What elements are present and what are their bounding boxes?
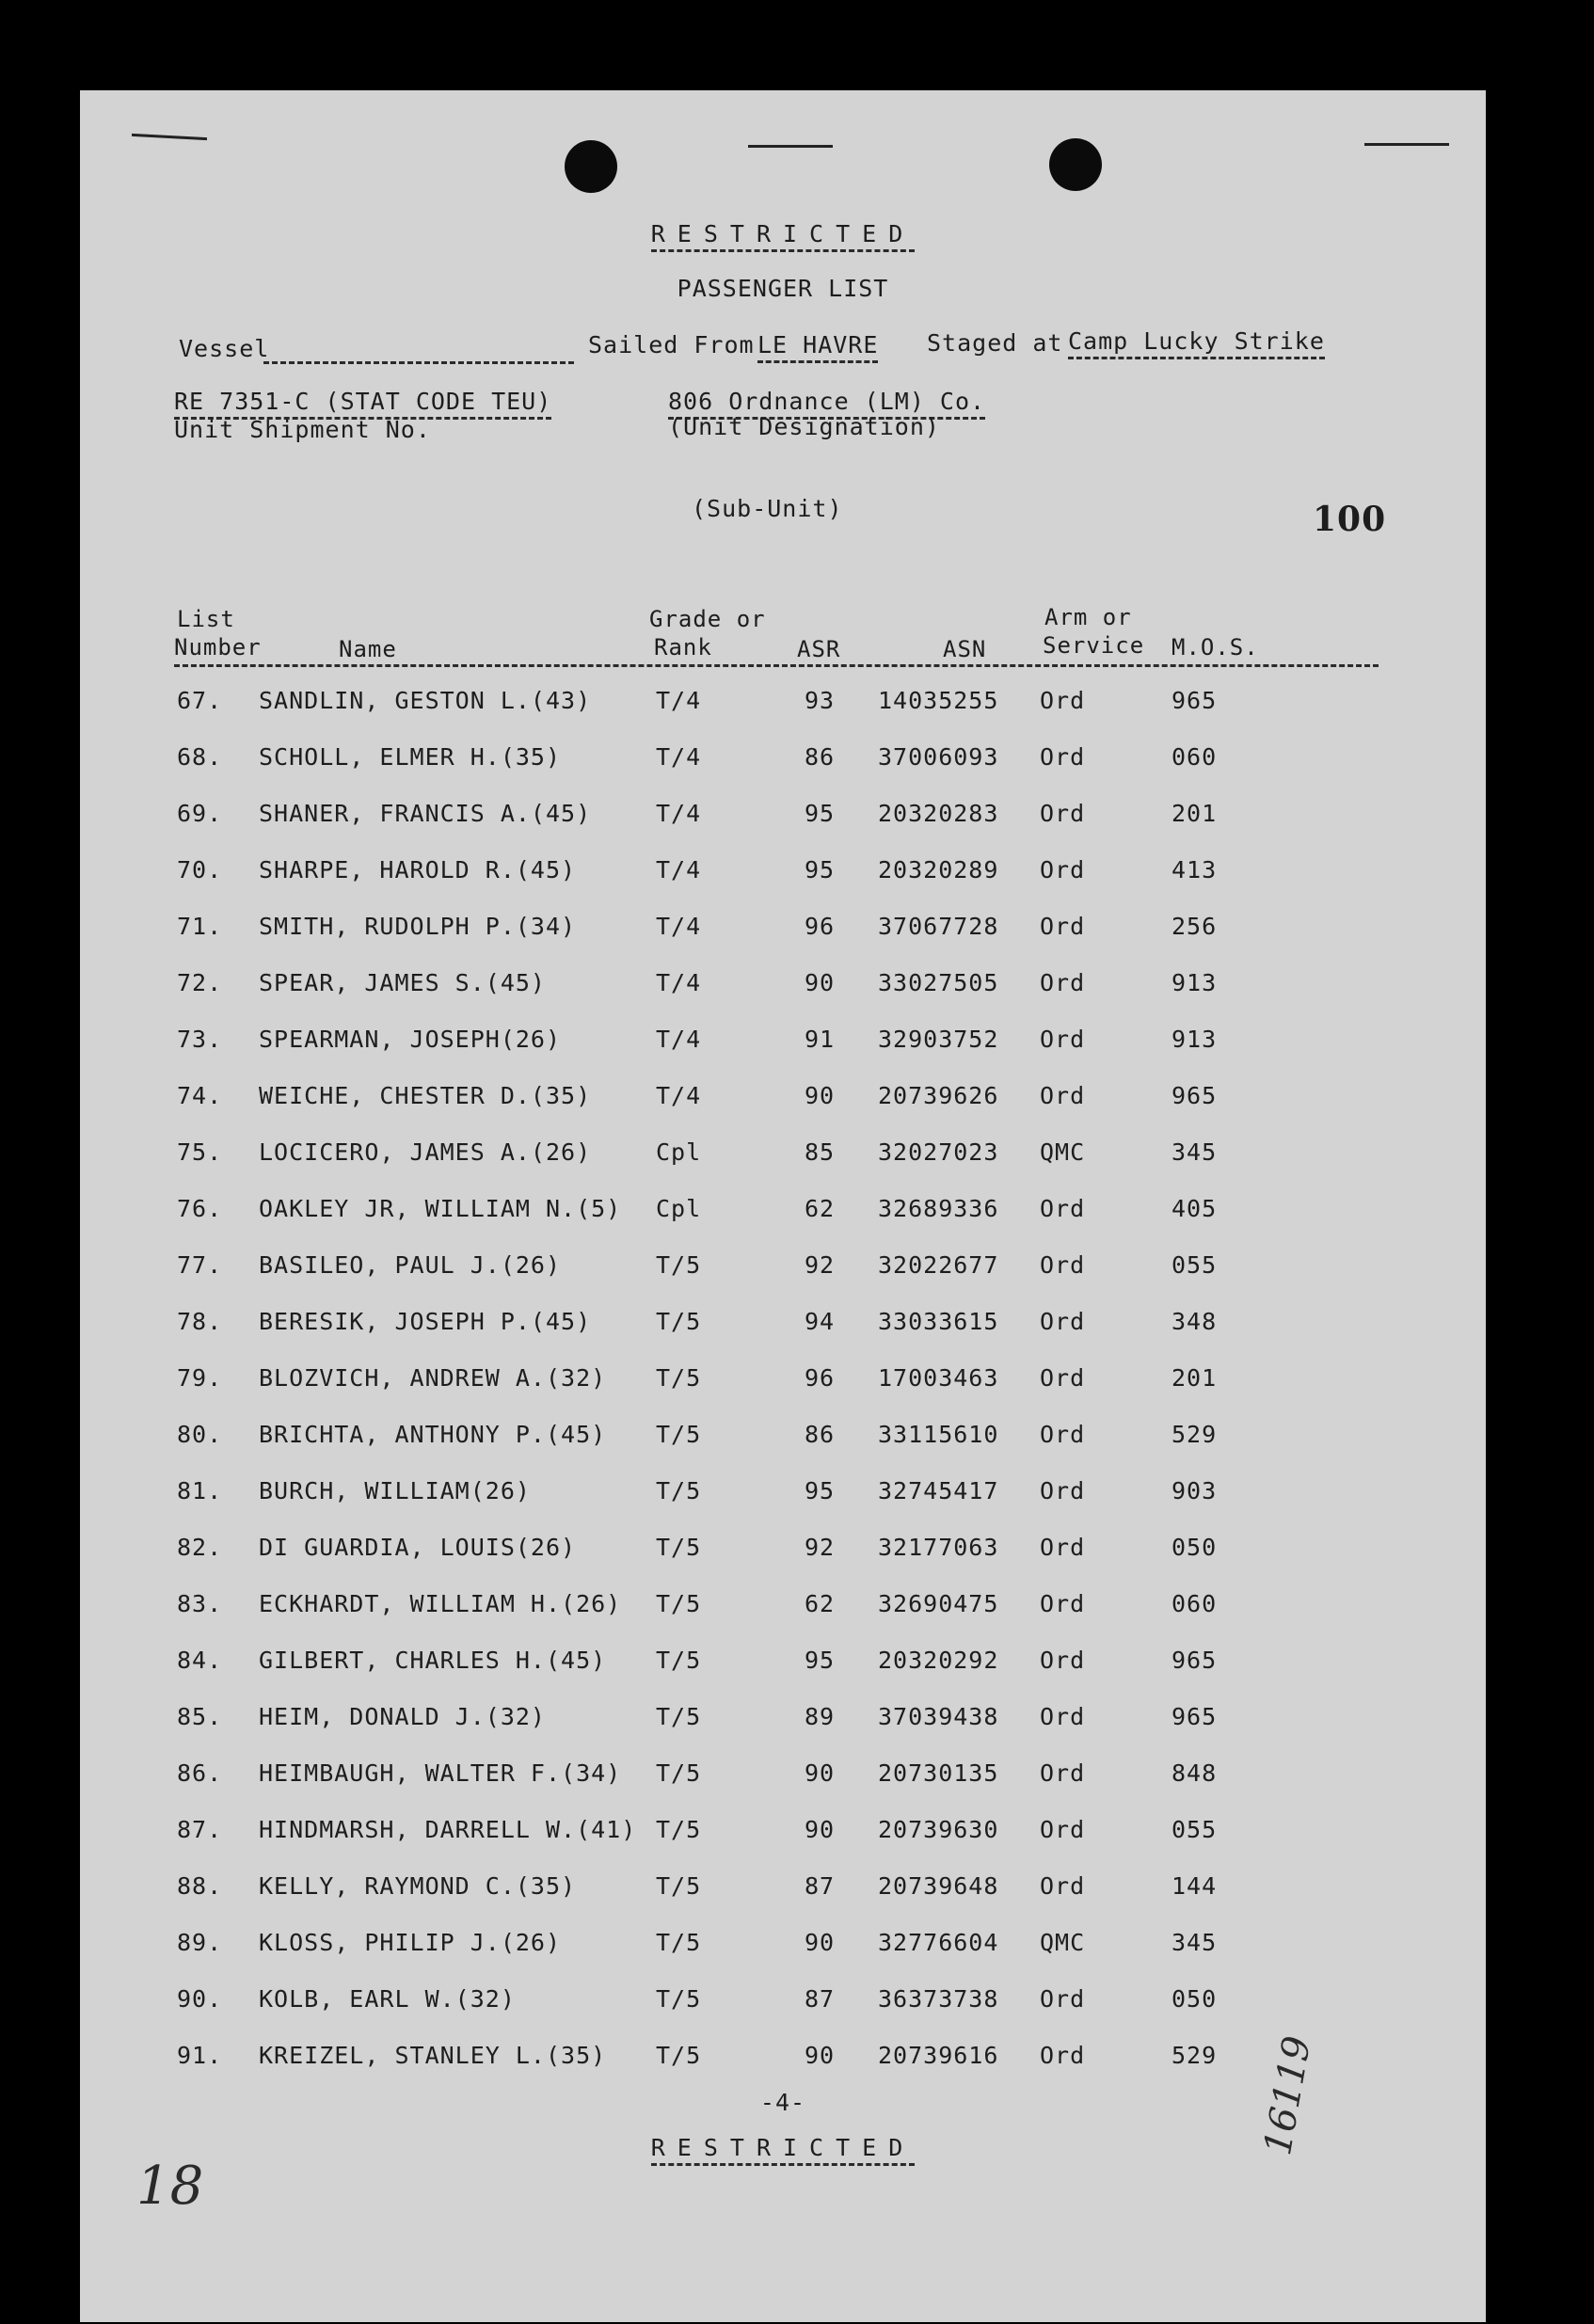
row-service: Ord [1040, 1082, 1086, 1109]
row-mos: 055 [1172, 1251, 1218, 1279]
row-name: SMITH, RUDOLPH P.(34) [259, 913, 577, 940]
col-grade-2: Rank [654, 634, 712, 661]
table-row [80, 1364, 1486, 1402]
list-title: PASSENGER LIST [677, 275, 889, 302]
row-asn: 32027023 [878, 1138, 999, 1166]
punch-hole [1049, 138, 1102, 191]
row-rank: Cpl [656, 1138, 702, 1166]
row-asn: 20730135 [878, 1759, 999, 1787]
row-name: BLOZVICH, ANDREW A.(32) [259, 1364, 607, 1392]
row-service: Ord [1040, 913, 1086, 940]
row-asr: 90 [805, 1759, 836, 1787]
row-rank: T/5 [656, 1534, 702, 1561]
row-rank: T/5 [656, 1364, 702, 1392]
col-name: Name [339, 636, 397, 662]
row-service: Ord [1040, 1985, 1086, 2013]
row-asr: 95 [805, 1647, 836, 1674]
row-name: LOCICERO, JAMES A.(26) [259, 1138, 592, 1166]
row-mos: 529 [1172, 2042, 1218, 2069]
row-asn: 32022677 [878, 1251, 999, 1279]
row-service: Ord [1040, 800, 1086, 827]
table-row [80, 969, 1486, 1007]
row-asr: 96 [805, 1364, 836, 1392]
row-asr: 90 [805, 969, 836, 996]
row-rank: T/4 [656, 856, 702, 883]
row-asn: 20739648 [878, 1872, 999, 1900]
row-asr: 62 [805, 1590, 836, 1617]
table-row [80, 1421, 1486, 1458]
row-rank: T/4 [656, 913, 702, 940]
margin-mark [132, 134, 207, 140]
col-asn: ASN [943, 636, 987, 662]
table-row [80, 743, 1486, 781]
margin-mark [748, 145, 833, 148]
row-rank: T/4 [656, 1026, 702, 1053]
table-row [80, 1534, 1486, 1571]
row-name: OAKLEY JR, WILLIAM N.(5) [259, 1195, 622, 1222]
row-number: 85. [177, 1703, 223, 1730]
vessel-label: Vessel [179, 335, 270, 362]
row-rank: T/5 [656, 2042, 702, 2069]
row-service: Ord [1040, 1534, 1086, 1561]
row-number: 70. [177, 856, 223, 883]
unit-value: 806 Ordnance (LM) Co. [668, 388, 985, 420]
row-asr: 87 [805, 1872, 836, 1900]
row-asn: 17003463 [878, 1364, 999, 1392]
row-number: 91. [177, 2042, 223, 2069]
row-mos: 144 [1172, 1872, 1218, 1900]
row-name: BERESIK, JOSEPH P.(45) [259, 1308, 592, 1335]
punch-hole [565, 140, 617, 193]
row-mos: 201 [1172, 800, 1218, 827]
row-name: GILBERT, CHARLES H.(45) [259, 1647, 607, 1674]
row-number: 78. [177, 1308, 223, 1335]
row-rank: T/5 [656, 1308, 702, 1335]
row-number: 84. [177, 1647, 223, 1674]
row-service: Ord [1040, 1308, 1086, 1335]
header-underline [174, 664, 1379, 667]
row-number: 90. [177, 1985, 223, 2013]
row-rank: T/5 [656, 1251, 702, 1279]
row-name: SCHOLL, ELMER H.(35) [259, 743, 562, 771]
row-asr: 86 [805, 1421, 836, 1448]
row-mos: 345 [1172, 1929, 1218, 1956]
row-service: QMC [1040, 1929, 1086, 1956]
row-service: Ord [1040, 969, 1086, 996]
row-name: BASILEO, PAUL J.(26) [259, 1251, 562, 1279]
row-number: 72. [177, 969, 223, 996]
row-name: ECKHARDT, WILLIAM H.(26) [259, 1590, 622, 1617]
row-number: 86. [177, 1759, 223, 1787]
row-name: SPEAR, JAMES S.(45) [259, 969, 546, 996]
row-rank: T/5 [656, 1590, 702, 1617]
row-name: SHARPE, HAROLD R.(45) [259, 856, 577, 883]
row-asn: 20320289 [878, 856, 999, 883]
row-service: Ord [1040, 687, 1086, 714]
row-asn: 20320292 [878, 1647, 999, 1674]
row-number: 89. [177, 1929, 223, 1956]
row-name: DI GUARDIA, LOUIS(26) [259, 1534, 577, 1561]
col-grade-1: Grade or [649, 606, 766, 632]
row-mos: 348 [1172, 1308, 1218, 1335]
row-asr: 87 [805, 1985, 836, 2013]
row-number: 88. [177, 1872, 223, 1900]
row-number: 80. [177, 1421, 223, 1448]
row-asr: 89 [805, 1703, 836, 1730]
row-name: HEIM, DONALD J.(32) [259, 1703, 546, 1730]
row-number: 87. [177, 1816, 223, 1843]
restricted-bottom: RESTRICTED [651, 2134, 916, 2166]
row-asr: 95 [805, 856, 836, 883]
row-name: BRICHTA, ANTHONY P.(45) [259, 1421, 607, 1448]
row-name: SANDLIN, GESTON L.(43) [259, 687, 592, 714]
row-asn: 20739616 [878, 2042, 999, 2069]
row-mos: 848 [1172, 1759, 1218, 1787]
row-asn: 36373738 [878, 1985, 999, 2013]
row-service: Ord [1040, 743, 1086, 771]
row-mos: 965 [1172, 1703, 1218, 1730]
row-name: WEICHE, CHESTER D.(35) [259, 1082, 592, 1109]
row-mos: 413 [1172, 856, 1218, 883]
row-asn: 20739630 [878, 1816, 999, 1843]
row-service: Ord [1040, 1195, 1086, 1222]
row-rank: T/4 [656, 800, 702, 827]
row-service: Ord [1040, 1759, 1086, 1787]
table-row [80, 1590, 1486, 1628]
row-asn: 33027505 [878, 969, 999, 996]
row-rank: Cpl [656, 1195, 702, 1222]
row-asn: 32776604 [878, 1929, 999, 1956]
row-number: 73. [177, 1026, 223, 1053]
col-arm-2: Service [1043, 632, 1145, 659]
row-asn: 14035255 [878, 687, 999, 714]
row-service: Ord [1040, 1872, 1086, 1900]
row-mos: 913 [1172, 1026, 1218, 1053]
row-mos: 050 [1172, 1985, 1218, 2013]
row-service: Ord [1040, 1816, 1086, 1843]
subunit-label: (Sub-Unit) [692, 495, 843, 522]
row-asr: 94 [805, 1308, 836, 1335]
table-row [80, 1082, 1486, 1120]
row-rank: T/5 [656, 1647, 702, 1674]
row-asn: 32903752 [878, 1026, 999, 1053]
shipment-label: Unit Shipment No. [174, 416, 431, 443]
row-mos: 060 [1172, 743, 1218, 771]
page-number: -4- [759, 2089, 806, 2116]
row-rank: T/5 [656, 1929, 702, 1956]
row-service: Ord [1040, 1251, 1086, 1279]
row-asr: 85 [805, 1138, 836, 1166]
shipment-value: RE 7351-C (STAT CODE TEU) [174, 388, 551, 420]
row-mos: 405 [1172, 1195, 1218, 1222]
row-mos: 345 [1172, 1138, 1218, 1166]
row-asr: 90 [805, 1929, 836, 1956]
table-row [80, 1026, 1486, 1063]
row-number: 79. [177, 1364, 223, 1392]
col-mos: M.O.S. [1172, 634, 1259, 661]
table-row [80, 687, 1486, 724]
margin-mark [1364, 143, 1449, 146]
row-asr: 90 [805, 1082, 836, 1109]
row-service: Ord [1040, 2042, 1086, 2069]
row-number: 75. [177, 1138, 223, 1166]
row-number: 83. [177, 1590, 223, 1617]
unit-label: (Unit Designation) [668, 413, 940, 440]
row-mos: 913 [1172, 969, 1218, 996]
row-rank: T/5 [656, 1477, 702, 1504]
row-asr: 86 [805, 743, 836, 771]
page-mark: 100 [1313, 500, 1387, 539]
restricted-top: RESTRICTED [651, 220, 916, 252]
row-name: KREIZEL, STANLEY L.(35) [259, 2042, 607, 2069]
row-asr: 91 [805, 1026, 836, 1053]
row-asn: 20320283 [878, 800, 999, 827]
table-row [80, 1477, 1486, 1515]
row-service: Ord [1040, 856, 1086, 883]
sailed-from-label: Sailed From [588, 331, 755, 358]
row-name: SPEARMAN, JOSEPH(26) [259, 1026, 562, 1053]
row-mos: 529 [1172, 1421, 1218, 1448]
row-mos: 060 [1172, 1590, 1218, 1617]
row-rank: T/5 [656, 1421, 702, 1448]
row-service: Ord [1040, 1703, 1086, 1730]
row-number: 77. [177, 1251, 223, 1279]
table-row [80, 1929, 1486, 1966]
table-row [80, 856, 1486, 894]
table-row [80, 1703, 1486, 1741]
staged-at-value: Camp Lucky Strike [1068, 327, 1325, 359]
table-row [80, 1308, 1486, 1345]
row-service: Ord [1040, 1026, 1086, 1053]
row-name: HEIMBAUGH, WALTER F.(34) [259, 1759, 622, 1787]
row-name: BURCH, WILLIAM(26) [259, 1477, 531, 1504]
row-rank: T/5 [656, 1703, 702, 1730]
row-rank: T/4 [656, 969, 702, 996]
row-name: KOLB, EARL W.(32) [259, 1985, 516, 2013]
row-number: 68. [177, 743, 223, 771]
table-row [80, 1251, 1486, 1289]
row-asn: 32689336 [878, 1195, 999, 1222]
vessel-value [263, 335, 574, 364]
row-asr: 62 [805, 1195, 836, 1222]
row-mos: 055 [1172, 1816, 1218, 1843]
table-row [80, 1138, 1486, 1176]
row-number: 76. [177, 1195, 223, 1222]
row-asn: 33033615 [878, 1308, 999, 1335]
row-name: HINDMARSH, DARRELL W.(41) [259, 1816, 637, 1843]
table-row [80, 913, 1486, 950]
row-asn: 37006093 [878, 743, 999, 771]
row-mos: 965 [1172, 1082, 1218, 1109]
col-list-2: Number [174, 634, 262, 661]
row-mos: 965 [1172, 1647, 1218, 1674]
row-service: Ord [1040, 1647, 1086, 1674]
row-mos: 903 [1172, 1477, 1218, 1504]
row-asr: 93 [805, 687, 836, 714]
row-number: 82. [177, 1534, 223, 1561]
table-row [80, 800, 1486, 837]
row-asr: 95 [805, 1477, 836, 1504]
sailed-from-value: LE HAVRE [757, 331, 878, 363]
row-asr: 90 [805, 2042, 836, 2069]
row-mos: 965 [1172, 687, 1218, 714]
table-row [80, 1872, 1486, 1910]
table-row [80, 1816, 1486, 1854]
row-asn: 32745417 [878, 1477, 999, 1504]
col-asr: ASR [797, 636, 841, 662]
table-row [80, 1759, 1486, 1797]
row-name: KLOSS, PHILIP J.(26) [259, 1929, 562, 1956]
col-arm-1: Arm or [1044, 604, 1132, 630]
row-asn: 37067728 [878, 913, 999, 940]
row-name: KELLY, RAYMOND C.(35) [259, 1872, 577, 1900]
row-rank: T/5 [656, 1985, 702, 2013]
row-asr: 92 [805, 1534, 836, 1561]
row-number: 81. [177, 1477, 223, 1504]
staged-at-label: Staged at [927, 329, 1063, 357]
row-service: Ord [1040, 1421, 1086, 1448]
row-mos: 201 [1172, 1364, 1218, 1392]
header-classification [80, 220, 1486, 247]
row-service: Ord [1040, 1477, 1086, 1504]
row-rank: T/5 [656, 1816, 702, 1843]
table-row [80, 1985, 1486, 2023]
row-mos: 256 [1172, 913, 1218, 940]
table-row [80, 1647, 1486, 1684]
row-number: 71. [177, 913, 223, 940]
row-rank: T/5 [656, 1872, 702, 1900]
document-page [80, 90, 1486, 2322]
row-asr: 90 [805, 1816, 836, 1843]
row-rank: T/4 [656, 1082, 702, 1109]
row-asr: 92 [805, 1251, 836, 1279]
row-asn: 32177063 [878, 1534, 999, 1561]
row-service: QMC [1040, 1138, 1086, 1166]
row-rank: T/4 [656, 687, 702, 714]
handwritten-number-right: 16119 [1256, 2032, 1320, 2158]
row-asn: 20739626 [878, 1082, 999, 1109]
row-asr: 95 [805, 800, 836, 827]
row-number: 69. [177, 800, 223, 827]
row-name: SHANER, FRANCIS A.(45) [259, 800, 592, 827]
row-mos: 050 [1172, 1534, 1218, 1561]
handwritten-number-left: 18 [136, 2156, 204, 2217]
row-service: Ord [1040, 1364, 1086, 1392]
row-rank: T/5 [656, 1759, 702, 1787]
row-service: Ord [1040, 1590, 1086, 1617]
row-asr: 96 [805, 913, 836, 940]
row-number: 67. [177, 687, 223, 714]
row-asn: 37039438 [878, 1703, 999, 1730]
row-asn: 32690475 [878, 1590, 999, 1617]
table-row [80, 1195, 1486, 1233]
row-number: 74. [177, 1082, 223, 1109]
col-list-1: List [177, 606, 235, 632]
row-asn: 33115610 [878, 1421, 999, 1448]
row-rank: T/4 [656, 743, 702, 771]
